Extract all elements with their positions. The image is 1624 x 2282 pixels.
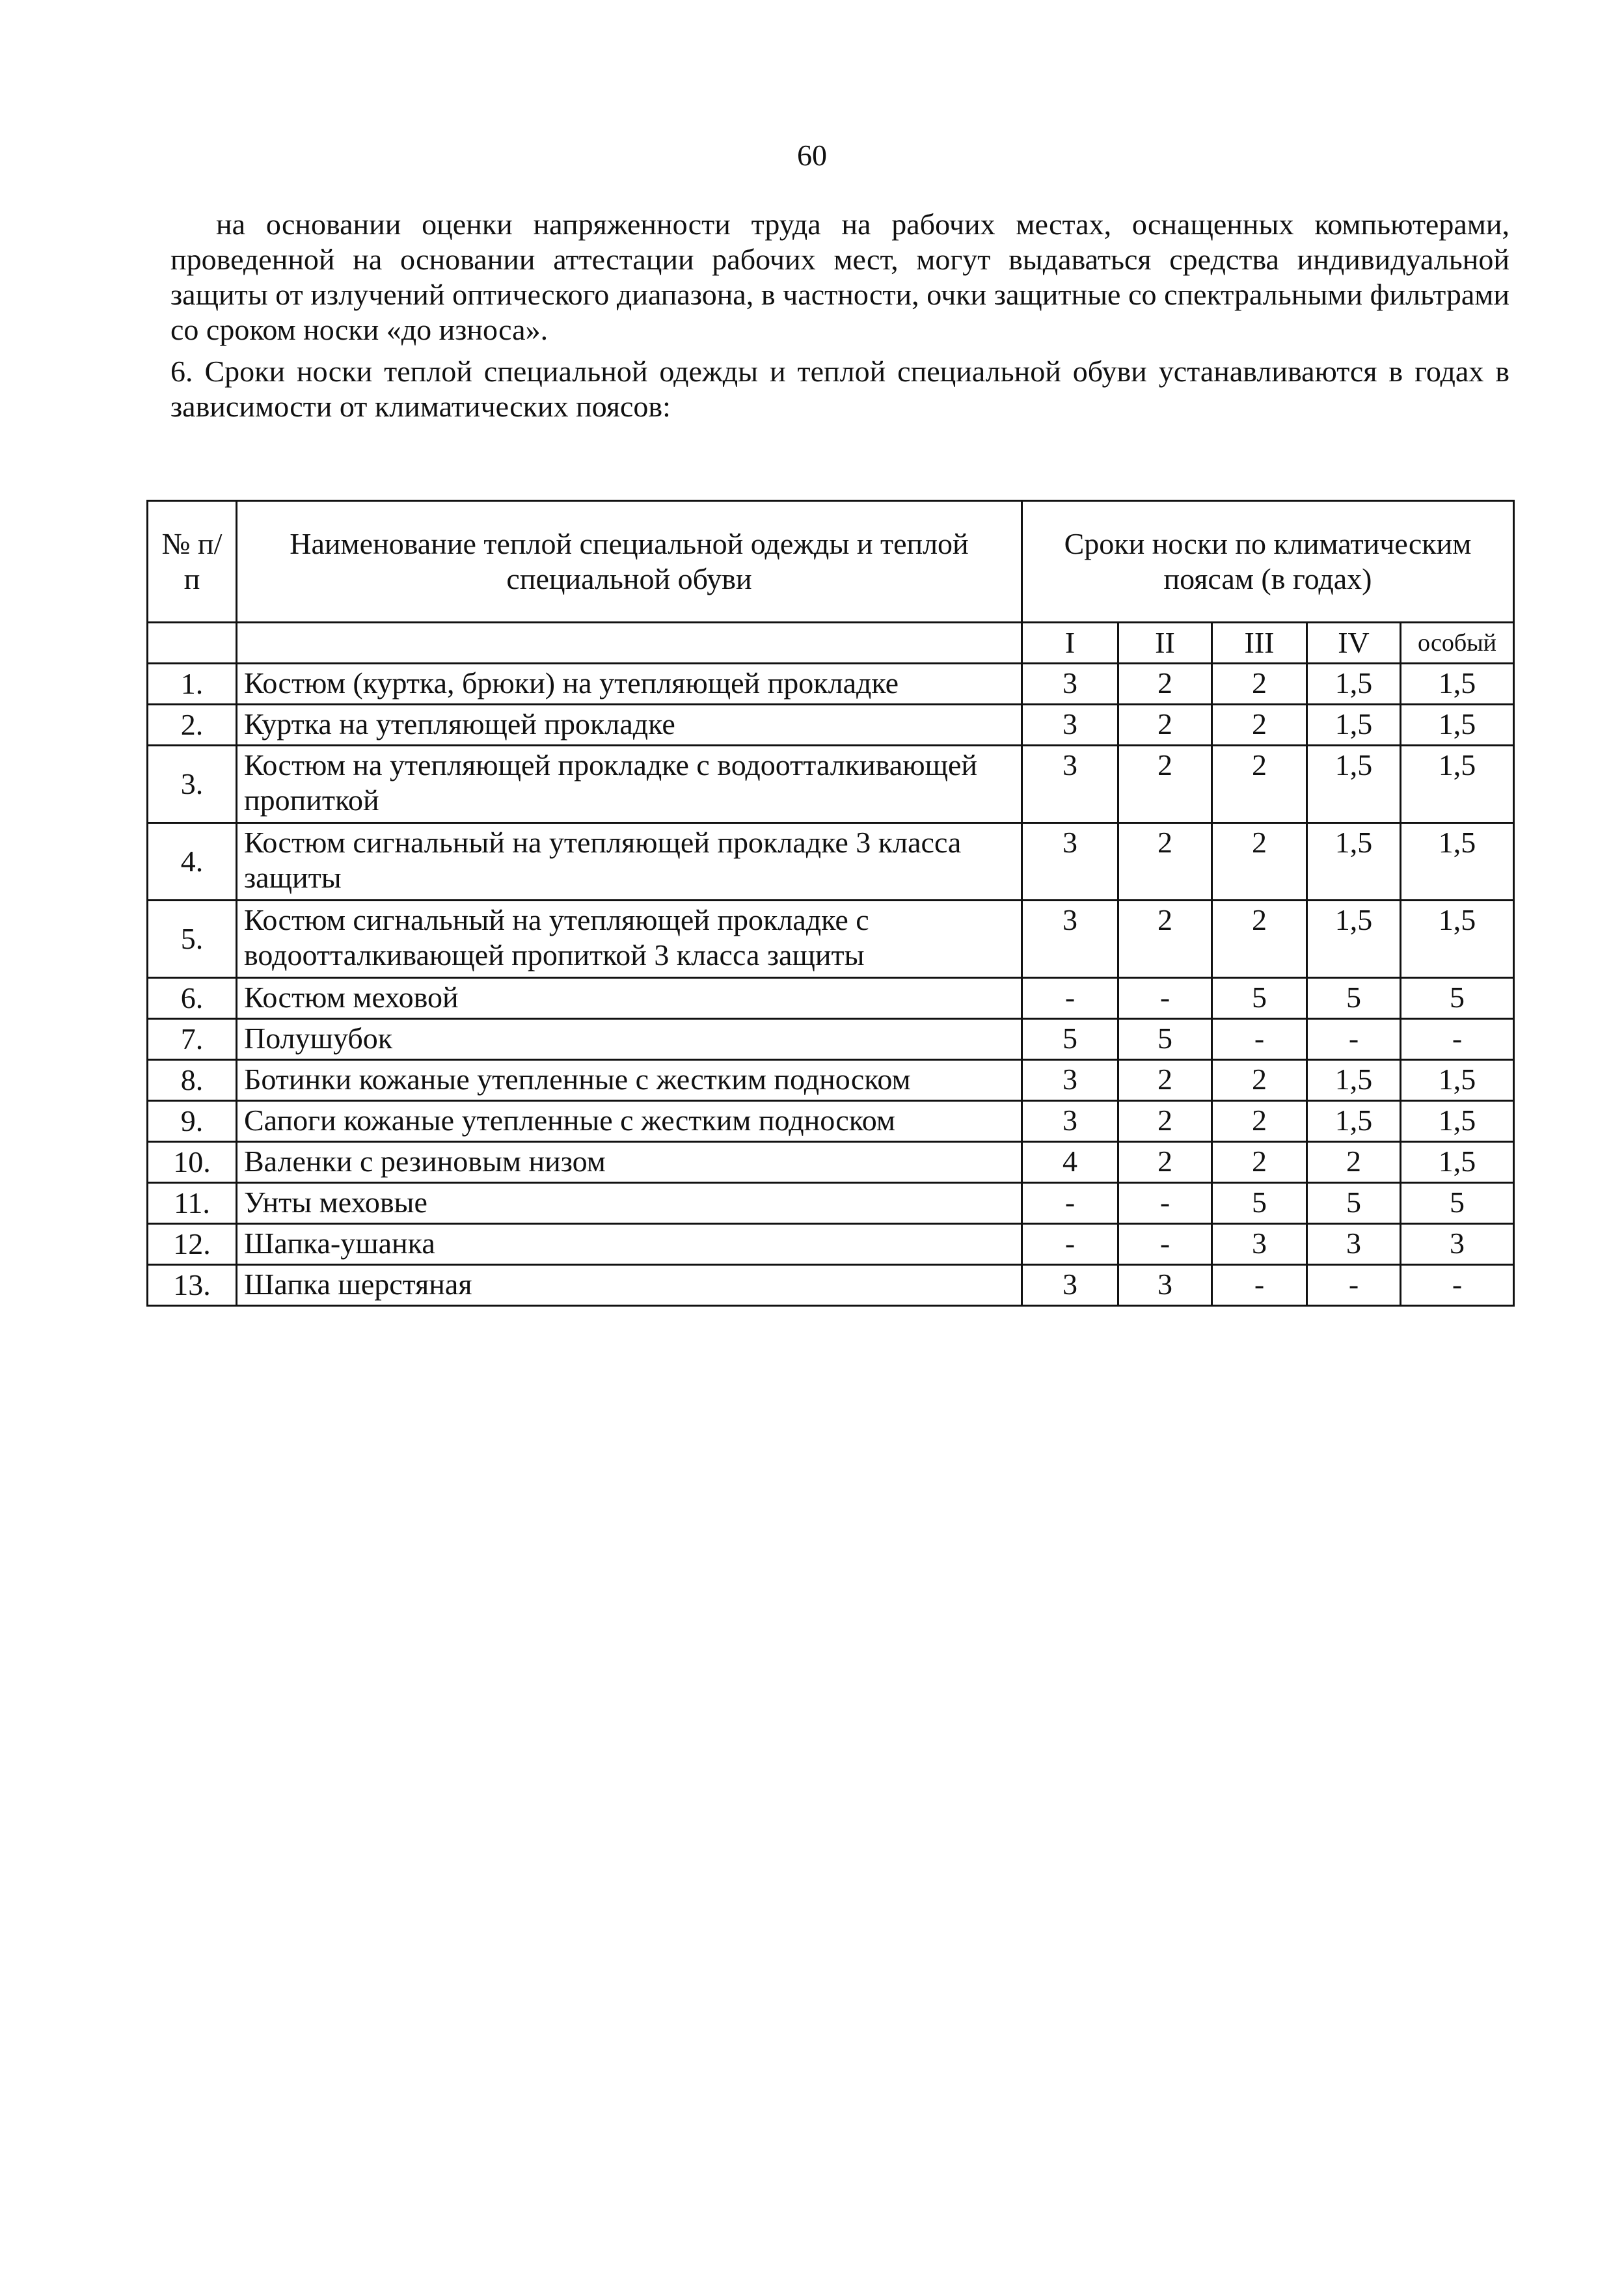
row-term-zone-3: 2 [1212, 1060, 1307, 1101]
row-term-zone-2: 2 [1118, 1101, 1212, 1142]
table-row [148, 1019, 1514, 1060]
paragraph-item-6: 6. Сроки носки теплой специальной одежды и теплой специальной обуви устанавливаются в годах в зависимости от климатических поясов: [170, 355, 1509, 423]
row-term-zone-3: 2 [1212, 1101, 1307, 1142]
row-term-zone-4: - [1307, 1265, 1401, 1306]
page-number: 60 [797, 139, 827, 172]
row-term-zone-3: 2 [1212, 664, 1307, 705]
row-term-zone-4: 5 [1307, 978, 1401, 1019]
row-term-zone-5: - [1401, 1019, 1514, 1060]
row-number: 5. [148, 901, 237, 978]
row-number: 3. [148, 746, 237, 823]
row-term-zone-2: 2 [1118, 901, 1212, 978]
row-term-zone-1: - [1022, 978, 1118, 1019]
row-term-zone-5: 1,5 [1401, 1142, 1514, 1183]
table-row [148, 1265, 1514, 1306]
table-row [148, 901, 1514, 978]
row-term-zone-1: 4 [1022, 1142, 1118, 1183]
row-term-zone-2: 2 [1118, 823, 1212, 901]
row-term-zone-5: 1,5 [1401, 664, 1514, 705]
row-term-zone-2: 3 [1118, 1265, 1212, 1306]
row-number: 6. [148, 978, 237, 1019]
row-term-zone-3: 3 [1212, 1224, 1307, 1265]
table-row [148, 664, 1514, 705]
row-number: 13. [148, 1265, 237, 1306]
zone-4: IV [1307, 623, 1401, 664]
row-term-zone-5: 1,5 [1401, 705, 1514, 746]
row-item-name: Костюм на утепляющей прокладке с водоотталкивающей пропиткой [237, 746, 1022, 823]
row-term-zone-1: 3 [1022, 1265, 1118, 1306]
row-term-zone-4: 1,5 [1307, 901, 1401, 978]
row-number: 8. [148, 1060, 237, 1101]
row-item-name: Костюм сигнальный на утепляющей прокладке 3 класса защиты [237, 823, 1022, 901]
row-term-zone-3: 2 [1212, 705, 1307, 746]
row-term-zone-4: 3 [1307, 1224, 1401, 1265]
header-name: Наименование теплой специальной одежды и теплой специальной обуви [237, 501, 1022, 623]
row-term-zone-1: 3 [1022, 664, 1118, 705]
row-item-name: Костюм сигнальный на утепляющей прокладке с водоотталкивающей пропиткой 3 класса защиты [237, 901, 1022, 978]
row-item-name: Шапка шерстяная [237, 1265, 1022, 1306]
row-term-zone-1: 3 [1022, 705, 1118, 746]
row-number: 4. [148, 823, 237, 901]
row-term-zone-4: 1,5 [1307, 705, 1401, 746]
row-term-zone-5: 3 [1401, 1224, 1514, 1265]
row-term-zone-2: 5 [1118, 1019, 1212, 1060]
row-term-zone-5: 5 [1401, 1183, 1514, 1224]
table-row [148, 1142, 1514, 1183]
row-term-zone-2: 2 [1118, 664, 1212, 705]
row-number: 12. [148, 1224, 237, 1265]
row-term-zone-1: - [1022, 1224, 1118, 1265]
row-term-zone-3: - [1212, 1265, 1307, 1306]
table-row [148, 1224, 1514, 1265]
row-term-zone-3: 2 [1212, 746, 1307, 823]
row-term-zone-4: 1,5 [1307, 664, 1401, 705]
row-term-zone-5: 1,5 [1401, 1060, 1514, 1101]
row-term-zone-3: 5 [1212, 978, 1307, 1019]
row-term-zone-3: 5 [1212, 1183, 1307, 1224]
table-row [148, 705, 1514, 746]
row-term-zone-3: - [1212, 1019, 1307, 1060]
table-row [148, 746, 1514, 823]
row-item-name: Шапка-ушанка [237, 1224, 1022, 1265]
row-term-zone-1: 3 [1022, 901, 1118, 978]
header-number: № п/п [148, 501, 237, 623]
zone-3: III [1212, 623, 1307, 664]
row-term-zone-4: 1,5 [1307, 1101, 1401, 1142]
zone-2: II [1118, 623, 1212, 664]
header-terms: Сроки носки по климатическим поясам (в годах) [1022, 501, 1514, 623]
row-term-zone-1: 3 [1022, 1060, 1118, 1101]
zones-blank-name [237, 623, 1022, 664]
row-number: 1. [148, 664, 237, 705]
row-item-name: Костюм (куртка, брюки) на утепляющей прокладке [237, 664, 1022, 705]
zone-special: особый [1401, 623, 1514, 664]
row-number: 10. [148, 1142, 237, 1183]
row-term-zone-1: 3 [1022, 746, 1118, 823]
row-term-zone-5: - [1401, 1265, 1514, 1306]
row-term-zone-2: 2 [1118, 705, 1212, 746]
row-term-zone-2: 2 [1118, 746, 1212, 823]
zones-row [148, 623, 1514, 664]
row-item-name: Полушубок [237, 1019, 1022, 1060]
paragraph-intro: на основании оценки напряженности труда на рабочих местах, оснащенных компьютерами, проведенной на основании аттестации рабочих мест, могут выдаваться средства индивидуальной защиты от излучений оптического диапазона, в частности, очки защитные со спектральными фильтрами со сроком носки «до износа». [170, 208, 1509, 346]
row-term-zone-3: 2 [1212, 901, 1307, 978]
row-term-zone-4: 5 [1307, 1183, 1401, 1224]
row-item-name: Унты меховые [237, 1183, 1022, 1224]
row-term-zone-5: 1,5 [1401, 901, 1514, 978]
zone-1: I [1022, 623, 1118, 664]
wear-terms-table [146, 500, 1515, 1307]
row-term-zone-1: 3 [1022, 823, 1118, 901]
row-term-zone-1: 5 [1022, 1019, 1118, 1060]
row-number: 7. [148, 1019, 237, 1060]
row-item-name: Куртка на утепляющей прокладке [237, 705, 1022, 746]
row-number: 2. [148, 705, 237, 746]
row-term-zone-2: 2 [1118, 1142, 1212, 1183]
row-item-name: Валенки с резиновым низом [237, 1142, 1022, 1183]
row-term-zone-1: - [1022, 1183, 1118, 1224]
row-term-zone-2: - [1118, 1183, 1212, 1224]
row-term-zone-4: 2 [1307, 1142, 1401, 1183]
row-term-zone-2: - [1118, 1224, 1212, 1265]
table-row [148, 823, 1514, 901]
row-item-name: Костюм меховой [237, 978, 1022, 1019]
row-term-zone-4: - [1307, 1019, 1401, 1060]
table-row [148, 1060, 1514, 1101]
row-item-name: Ботинки кожаные утепленные с жестким подноском [237, 1060, 1022, 1101]
row-term-zone-5: 1,5 [1401, 823, 1514, 901]
row-term-zone-5: 5 [1401, 978, 1514, 1019]
row-number: 9. [148, 1101, 237, 1142]
row-term-zone-3: 2 [1212, 823, 1307, 901]
row-term-zone-5: 1,5 [1401, 746, 1514, 823]
row-term-zone-4: 1,5 [1307, 746, 1401, 823]
row-term-zone-1: 3 [1022, 1101, 1118, 1142]
row-term-zone-2: - [1118, 978, 1212, 1019]
table-row [148, 1183, 1514, 1224]
table-row [148, 1101, 1514, 1142]
row-item-name: Сапоги кожаные утепленные с жестким подноском [237, 1101, 1022, 1142]
zones-blank-number [148, 623, 237, 664]
table-row [148, 978, 1514, 1019]
row-term-zone-2: 2 [1118, 1060, 1212, 1101]
row-term-zone-3: 2 [1212, 1142, 1307, 1183]
row-term-zone-5: 1,5 [1401, 1101, 1514, 1142]
table-header-row [148, 501, 1514, 623]
row-term-zone-4: 1,5 [1307, 823, 1401, 901]
row-number: 11. [148, 1183, 237, 1224]
row-term-zone-4: 1,5 [1307, 1060, 1401, 1101]
